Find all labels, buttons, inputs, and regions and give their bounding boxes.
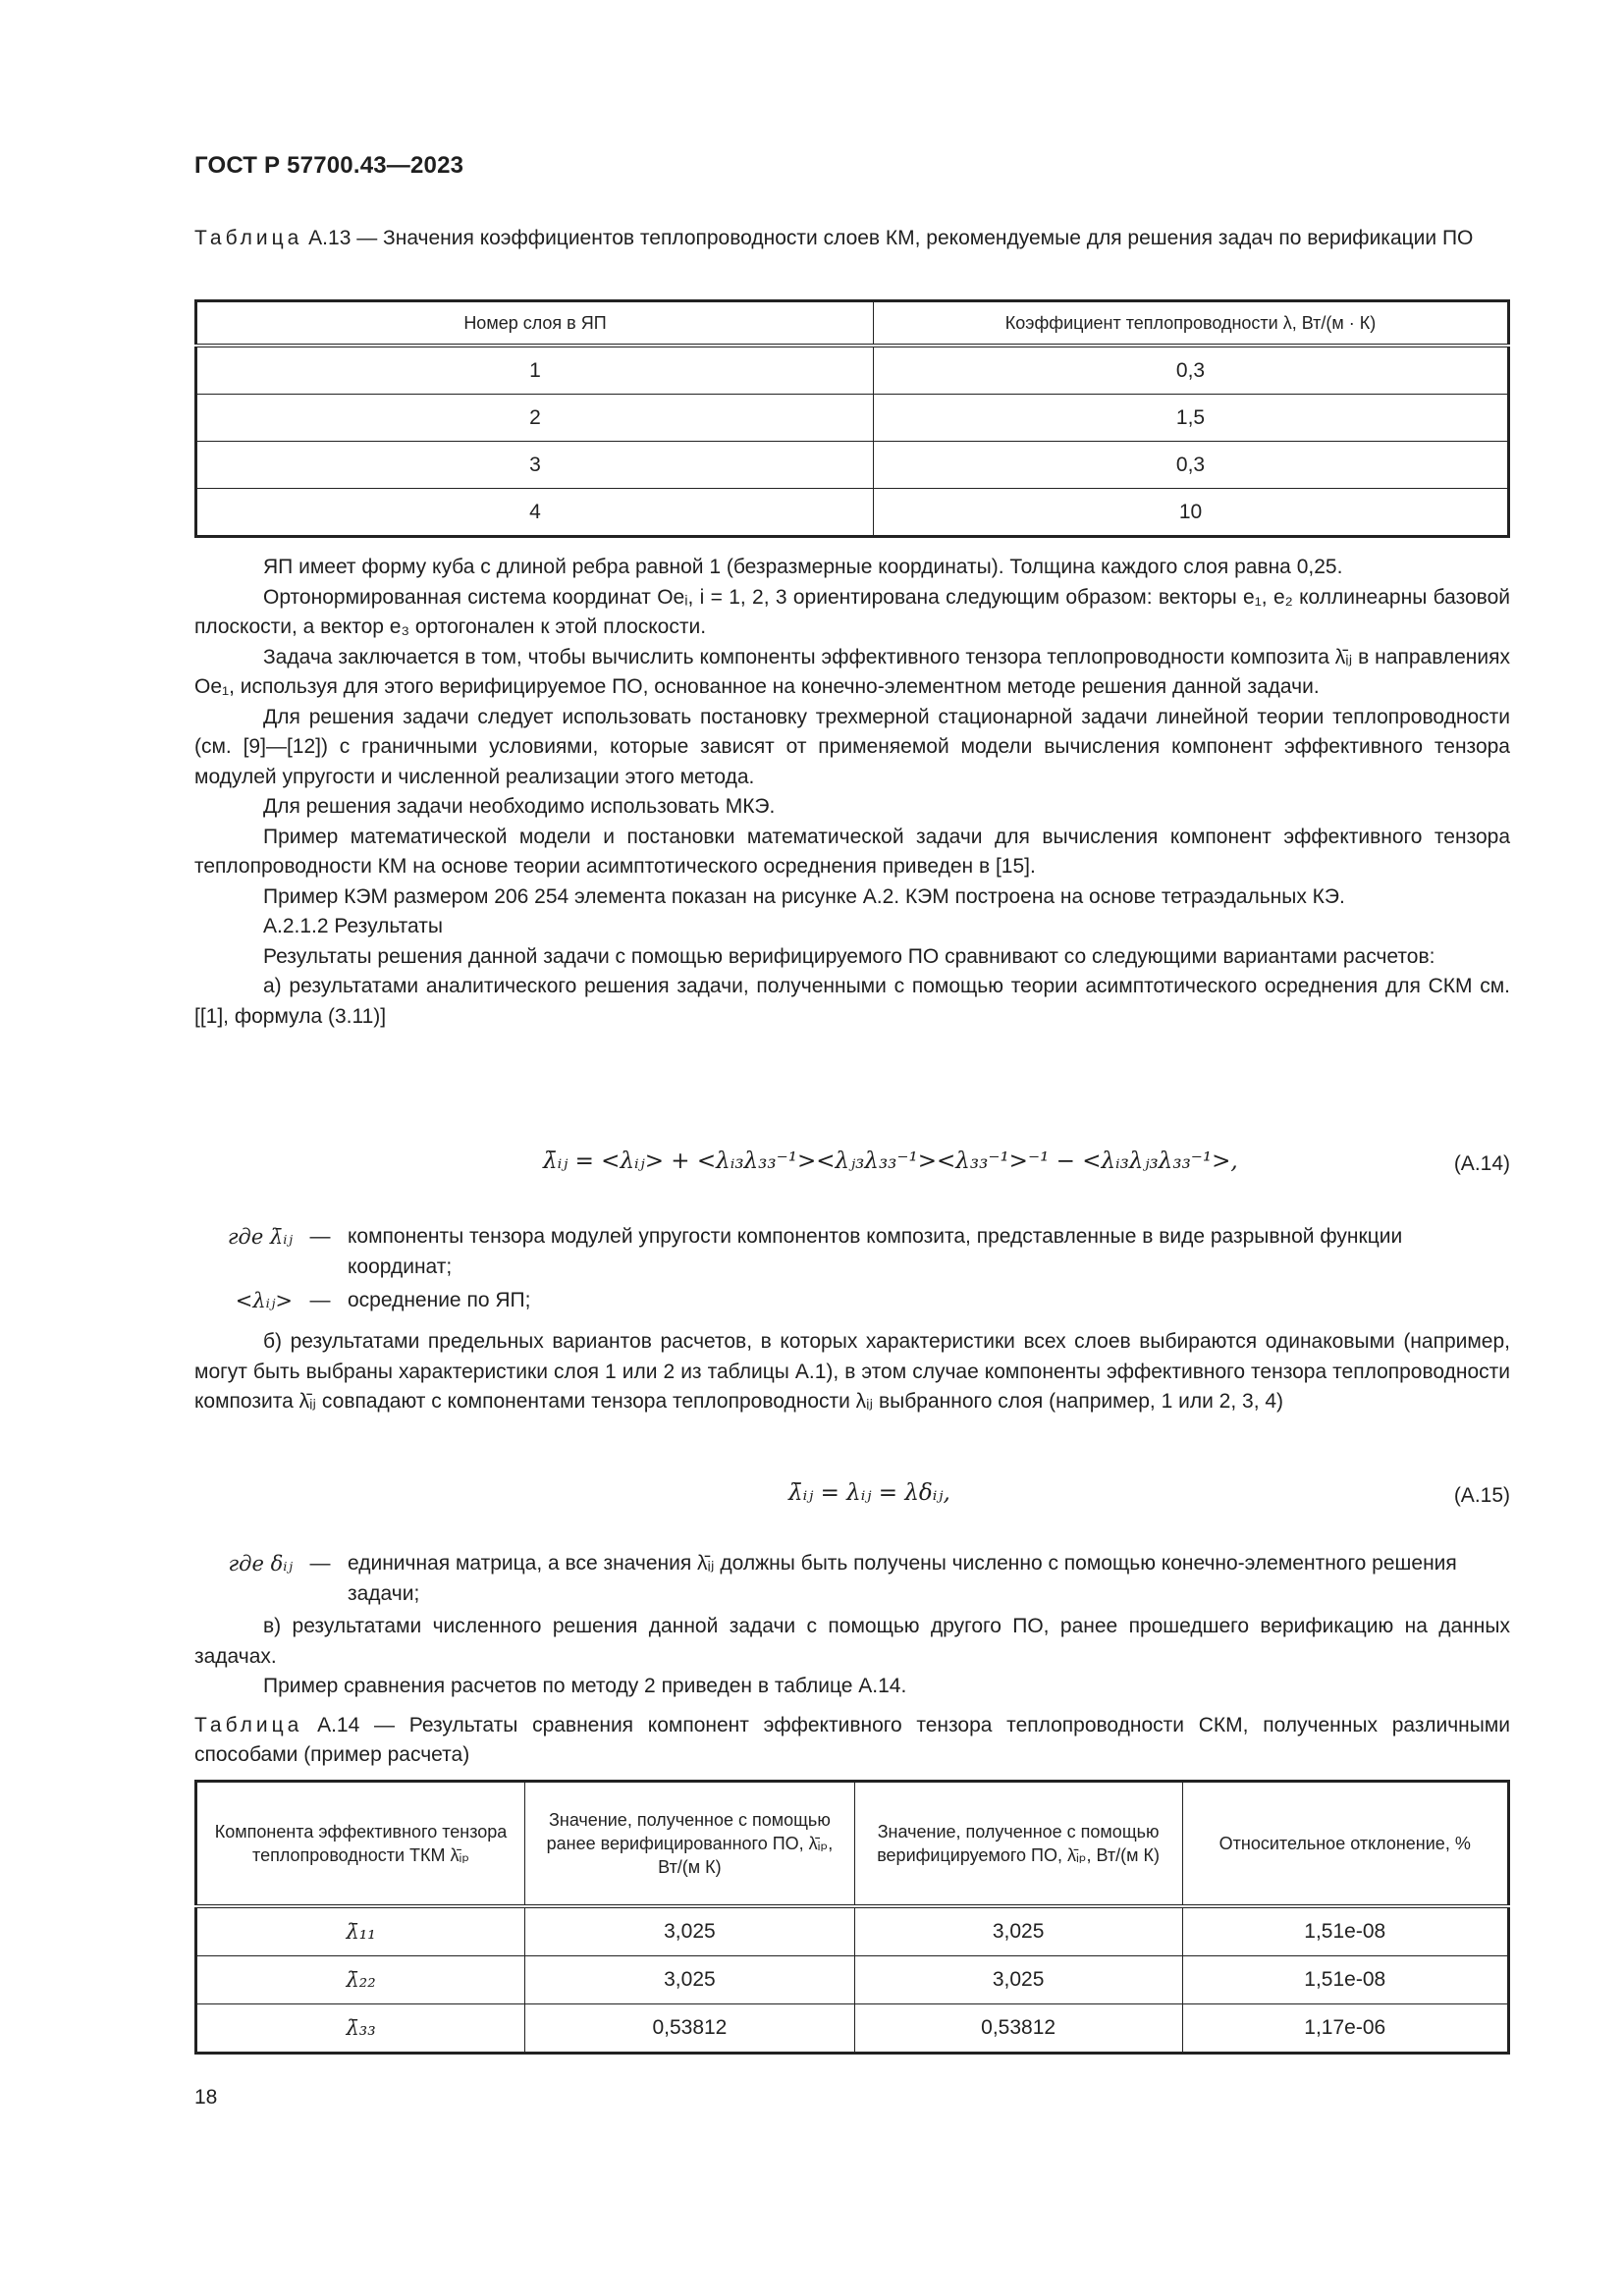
table-cell: 0,53812 xyxy=(854,2004,1182,2054)
definition-text: компоненты тензора модулей упругости компонентов композита, представленные в виде разрывной функции координат; xyxy=(348,1225,1403,1278)
table-cell: 1,5 xyxy=(874,395,1509,442)
table-header-row xyxy=(196,301,1509,347)
table-a13 xyxy=(194,299,1510,538)
body-section-2 xyxy=(194,1327,1510,1417)
definition-dash: — xyxy=(309,1225,331,1248)
definition-dash: — xyxy=(309,1552,331,1575)
definition-symbol: где δᵢⱼ xyxy=(228,1552,293,1575)
table-cell: 3 xyxy=(196,442,874,489)
definitions-a14 xyxy=(194,1222,1510,1316)
column-header: Относительное отклонение, % xyxy=(1182,1782,1509,1907)
table-row xyxy=(196,1906,1509,1956)
caption-label: Таблица xyxy=(194,227,303,249)
page-number: 18 xyxy=(194,2086,218,2109)
equation-number: (А.14) xyxy=(1453,1152,1510,1175)
body-section-3 xyxy=(194,1612,1510,1702)
paragraph: Для решения задачи необходимо использовать МКЭ. xyxy=(263,795,776,818)
paragraph: Пример сравнения расчетов по методу 2 приведен в таблице А.14. xyxy=(263,1675,907,1697)
table-cell: 3,025 xyxy=(854,1906,1182,1956)
table-cell: 4 xyxy=(196,489,874,537)
table-row xyxy=(196,346,1509,395)
caption-label: Таблица xyxy=(194,1714,303,1736)
table-header-row xyxy=(196,1782,1509,1907)
section-heading: А.2.1.2 Результаты xyxy=(263,915,443,937)
table-row xyxy=(196,2004,1509,2054)
table-cell: 1,17e-06 xyxy=(1182,2004,1509,2054)
table-cell: 3,025 xyxy=(854,1956,1182,2004)
table-cell: 2 xyxy=(196,395,874,442)
caption-text: А.14 — Результаты сравнения компонент эффективного тензора теплопроводности СКМ, полученных различными способами (пример расчета) xyxy=(194,1714,1510,1766)
column-header: Компонента эффективного тензора теплопроводности ТКМ λ̄ᵢₚ xyxy=(196,1782,525,1907)
table-cell: 3,025 xyxy=(525,1906,855,1956)
table-cell: 10 xyxy=(874,489,1509,537)
formula-a15 xyxy=(194,1480,1510,1520)
column-header: Значение, полученное с помощью верифицируемого ПО, λ̄ᵢₚ, Вт/(м К) xyxy=(854,1782,1182,1907)
table-cell: 0,3 xyxy=(874,346,1509,395)
table-row xyxy=(196,489,1509,537)
table-cell: λ̄₁₁ xyxy=(196,1906,525,1956)
table-cell: 1 xyxy=(196,346,874,395)
definition-text: единичная матрица, а все значения λ̄ᵢⱼ должны быть получены численно с помощью конечно-элементного решения задачи; xyxy=(348,1552,1457,1605)
formula-expression: λ̄ᵢⱼ = λᵢⱼ = λδᵢⱼ, xyxy=(788,1480,950,1506)
definition-row xyxy=(194,1549,1510,1609)
paragraph: ЯП имеет форму куба с длиной ребра равной 1 (безразмерные координаты). Толщина каждого слоя равна 0,25. xyxy=(263,556,1343,578)
paragraph: а) результатами аналитического решения задачи, полученными с помощью теории асимптотического осреднения для СКМ см. [[1], формула (3.11)] xyxy=(194,975,1510,1028)
caption-text: А.13 — Значения коэффициентов теплопроводности слоев КМ, рекомендуемые для решения задач по верификации ПО xyxy=(302,227,1474,249)
table-cell: λ̄₂₂ xyxy=(196,1956,525,2004)
column-header: Коэффициент теплопроводности λ, Вт/(м · К) xyxy=(874,301,1509,347)
table-cell: 0,53812 xyxy=(525,2004,855,2054)
table-cell: 1,51e-08 xyxy=(1182,1906,1509,1956)
definition-row xyxy=(194,1286,1510,1316)
table-row xyxy=(196,395,1509,442)
table-cell: 1,51e-08 xyxy=(1182,1956,1509,2004)
paragraph: Задача заключается в том, чтобы вычислить компоненты эффективного тензора теплопроводности композита λ̄ᵢⱼ в направлениях Oe₁, используя для этого верифицируемое ПО, основанное на конечно-элементном методе решения данной задачи. xyxy=(194,645,1510,698)
paragraph: Ортонормированная система координат Oeᵢ, i = 1, 2, 3 ориентирована следующим образом: векторы e₁, e₂ коллинеарны базовой плоскости, а вектор e₃ ортогонален к этой плоскости. xyxy=(194,585,1510,638)
paragraph: Для решения задачи следует использовать постановку трехмерной стационарной задачи линейной теории теплопроводности (см. [9]—[12]) с граничными условиями, которые зависят от применяемой модели вычисления компонент эффективного тензора модулей упругости и численной реализации этого метода. xyxy=(194,705,1510,788)
table-a14 xyxy=(194,1780,1510,2055)
formula-a14 xyxy=(194,1148,1510,1188)
table-a13-caption xyxy=(194,224,1510,253)
paragraph: Пример математической модели и постановки математической задачи для вычисления компонент эффективного тензора теплопроводности КМ на основе теории асимптотического осреднения приведен в [15]. xyxy=(194,825,1510,878)
definition-symbol: где λ̄ᵢⱼ xyxy=(227,1225,293,1249)
body-section-1 xyxy=(194,553,1510,1032)
definitions-a15 xyxy=(194,1549,1510,1609)
formula-expression: λ̄ᵢⱼ = <λᵢⱼ> + <λᵢ₃λ₃₃⁻¹><λⱼ₃λ₃₃⁻¹><λ₃₃⁻¹>⁻¹ − <λᵢ₃λⱼ₃λ₃₃⁻¹>, xyxy=(543,1148,1238,1174)
table-row xyxy=(196,1956,1509,2004)
table-cell: λ̄₃₃ xyxy=(196,2004,525,2054)
definition-symbol: <λᵢⱼ> xyxy=(235,1289,293,1312)
column-header: Значение, полученное с помощью ранее верифицированного ПО, λ̄ᵢₚ, Вт/(м К) xyxy=(525,1782,855,1907)
table-a14-caption xyxy=(194,1711,1510,1770)
table-row xyxy=(196,442,1509,489)
definition-row xyxy=(194,1222,1510,1282)
column-header: Номер слоя в ЯП xyxy=(196,301,874,347)
equation-number: (А.15) xyxy=(1453,1484,1510,1507)
standard-header: ГОСТ Р 57700.43—2023 xyxy=(194,152,464,179)
table-cell: 0,3 xyxy=(874,442,1509,489)
definition-dash: — xyxy=(309,1289,331,1311)
paragraph: б) результатами предельных вариантов расчетов, в которых характеристики всех слоев выбираются одинаковыми (например, могут быть выбраны характеристики слоя 1 или 2 из таблицы А.1), в этом случае компоненты эффективного тензора теплопроводности композита λ̄ᵢⱼ совпадают с компонентами тензора теплопроводности λᵢⱼ выбранного слоя (например, 1 или 2, 3, 4) xyxy=(194,1330,1510,1413)
paragraph: в) результатами численного решения данной задачи с помощью другого ПО, ранее прошедшего верификацию на данных задачах. xyxy=(194,1615,1510,1668)
table-cell: 3,025 xyxy=(525,1956,855,2004)
definition-text: осреднение по ЯП; xyxy=(348,1289,531,1311)
paragraph: Результаты решения данной задачи с помощью верифицируемого ПО сравнивают со следующими вариантами расчетов: xyxy=(263,944,1435,968)
paragraph: Пример КЭМ размером 206 254 элемента показан на рисунке А.2. КЭМ построена на основе тетраэдальных КЭ. xyxy=(263,884,1345,908)
